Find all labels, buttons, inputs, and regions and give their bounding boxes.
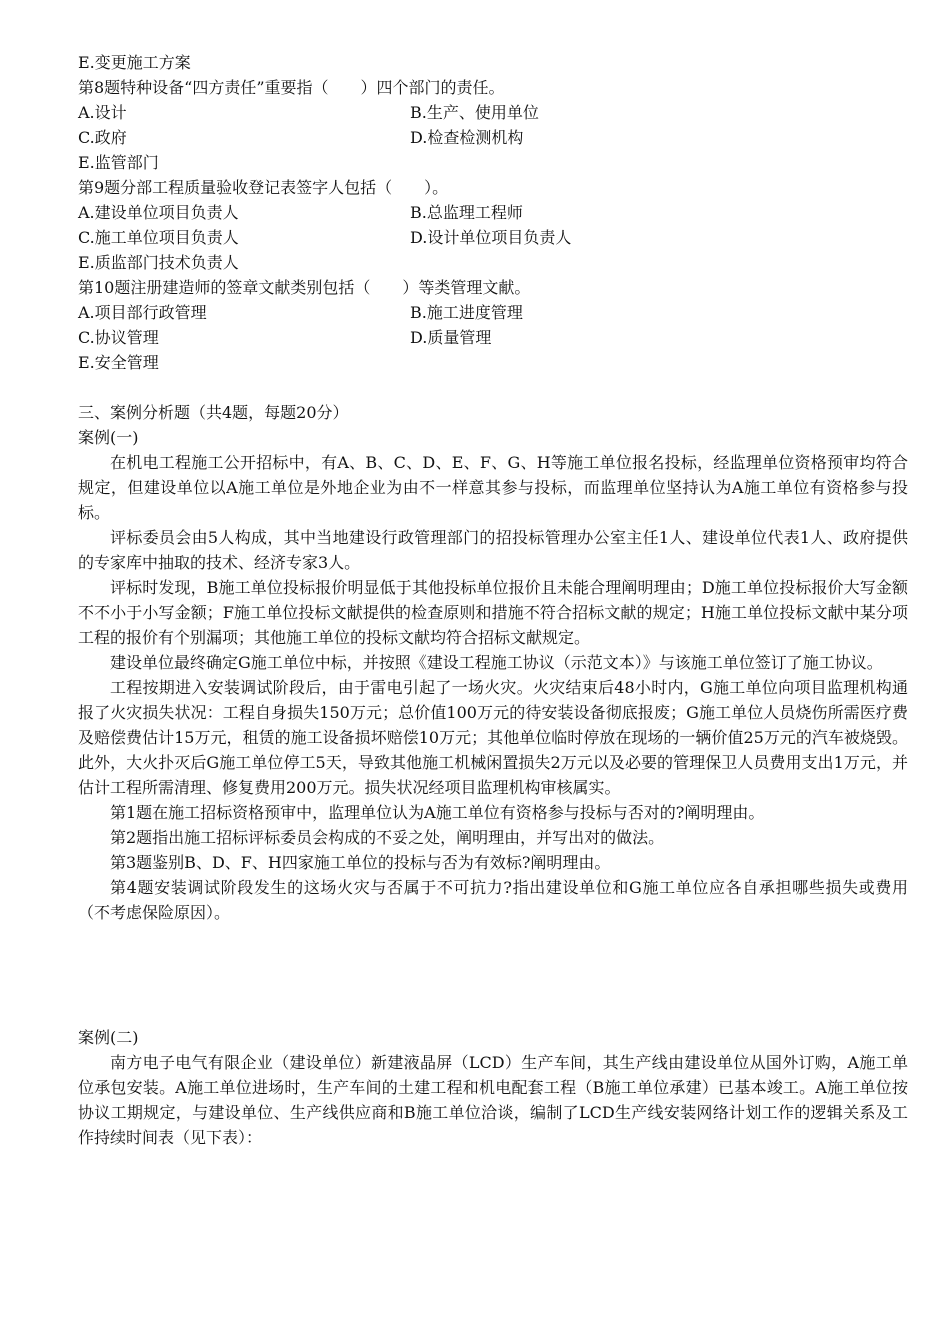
case-1-label: 案例(一): [78, 428, 139, 447]
case-1-paragraph: 在机电工程施工公开招标中，有A、B、C、D、E、F、G、H等施工单位报名投标，经监理单位资格预审均符合规定，但建设单位以A施工单位是外地企业为由不一样意其参与投标，而监理单位坚持认为A施工单位有资格参与投标。: [78, 453, 908, 522]
q10-option-a: A.项目部行政管理: [78, 303, 207, 322]
case-1-paragraph: 评标委员会由5人构成，其中当地建设行政管理部门的招投标管理办公室主任1人、建设单位代表1人、政府提供的专家库中抽取的技术、经济专家3人。: [78, 528, 908, 572]
q9-option-b: B.总监理工程师: [410, 203, 523, 222]
q8-option-d: D.检查检测机构: [410, 128, 524, 147]
q9-option-a: A.建设单位项目负责人: [78, 203, 239, 222]
q8-option-c: C.政府: [78, 128, 127, 147]
q10-stem: 第10题注册建造师的签章文献类别包括（ ）等类管理文献。: [78, 278, 531, 297]
q10-option-e: E.安全管理: [78, 353, 159, 372]
q9-stem: 第9题分部工程质量验收登记表签字人包括（ ）。: [78, 178, 449, 197]
q9-option-c: C.施工单位项目负责人: [78, 228, 239, 247]
case-2-label: 案例(二): [78, 1028, 139, 1047]
q10-option-c: C.协议管理: [78, 328, 159, 347]
case-2-paragraph: 南方电子电气有限企业（建设单位）新建液晶屏（LCD）生产车间，其生产线由建设单位从国外订购，A施工单位承包安装。A施工单位进场时，生产车间的土建工程和机电配套工程（B施工单位承建）已基本竣工。A施工单位按协议工期规定，与建设单位、生产线供应商和B施工单位洽谈，编制了LCD生产线安装网络计划工作的逻辑关系及工作持续时间表（见下表）：: [78, 1053, 908, 1147]
case-1-question: 第4题安装调试阶段发生的这场火灾与否属于不可抗力?指出建设单位和G施工单位应各自承担哪些损失或费用（不考虑保险原因）。: [78, 878, 908, 922]
case-1-question: 第1题在施工招标资格预审中，监理单位认为A施工单位有资格参与投标与否对的?阐明理由。: [110, 803, 765, 822]
q8-options-row-2: [78, 125, 908, 150]
case-1-paragraph: 评标时发现，B施工单位投标报价明显低于其他投标单位报价且未能合理阐明理由；D施工单位投标报价大写金额不不小于小写金额；F施工单位投标文献提供的检查原则和措施不符合招标文献的规定；H施工单位投标文献中某分项工程的报价有个别漏项；其他施工单位的投标文献均符合招标文献规定。: [78, 578, 908, 647]
q9-option-e: E.质监部门技术负责人: [78, 253, 239, 272]
case-1-paragraph: 建设单位最终确定G施工单位中标，并按照《建设工程施工协议（示范文本）》与该施工单位签订了施工协议。: [110, 653, 883, 672]
q8-option-e: E.监管部门: [78, 153, 159, 172]
q10-option-b: B.施工进度管理: [410, 303, 523, 322]
q8-stem: 第8题特种设备“四方责任”重要指（ ）四个部门的责任。: [78, 78, 505, 97]
q9-option-d: D.设计单位项目负责人: [410, 228, 572, 247]
q8-options-row-1: [78, 100, 908, 125]
document-page: [78, 50, 908, 1150]
q10-options-row-2: [78, 325, 908, 350]
q8-option-b: B.生产、使用单位: [410, 103, 539, 122]
case-1-paragraph: 工程按期进入安装调试阶段后，由于雷电引起了一场火灾。火灾结束后48小时内，G施工单位向项目监理机构通报了火灾损失状况：工程自身损失150万元；总价值100万元的待安装设备彻底报废；G施工单位人员烧伤所需医疗费及赔偿费估计15万元，租赁的施工设备损坏赔偿10万元；其他单位临时停放在现场的一辆价值25万元的汽车被烧毁。此外，大火扑灭后G施工单位停工5天，导致其他施工机械闲置损失2万元以及必要的管理保卫人员费用支出1万元，并估计工程所需清理、修复费用200万元。损失状况经项目监理机构审核属实。: [78, 678, 908, 797]
q10-option-d: D.质量管理: [410, 328, 492, 347]
q8-option-a: A.设计: [78, 103, 127, 122]
q9-options-row-1: [78, 200, 908, 225]
section-3-heading: 三、案例分析题（共4题，每题20分）: [78, 403, 349, 422]
q7-option-e: E.变更施工方案: [78, 53, 191, 72]
q10-options-row-1: [78, 300, 908, 325]
case-1-question: 第2题指出施工招标评标委员会构成的不妥之处，阐明理由，并写出对的做法。: [110, 828, 665, 847]
spacer: [78, 925, 908, 1025]
case-1-question: 第3题鉴别B、D、F、H四家施工单位的投标与否为有效标?阐明理由。: [110, 853, 611, 872]
q9-options-row-2: [78, 225, 908, 250]
